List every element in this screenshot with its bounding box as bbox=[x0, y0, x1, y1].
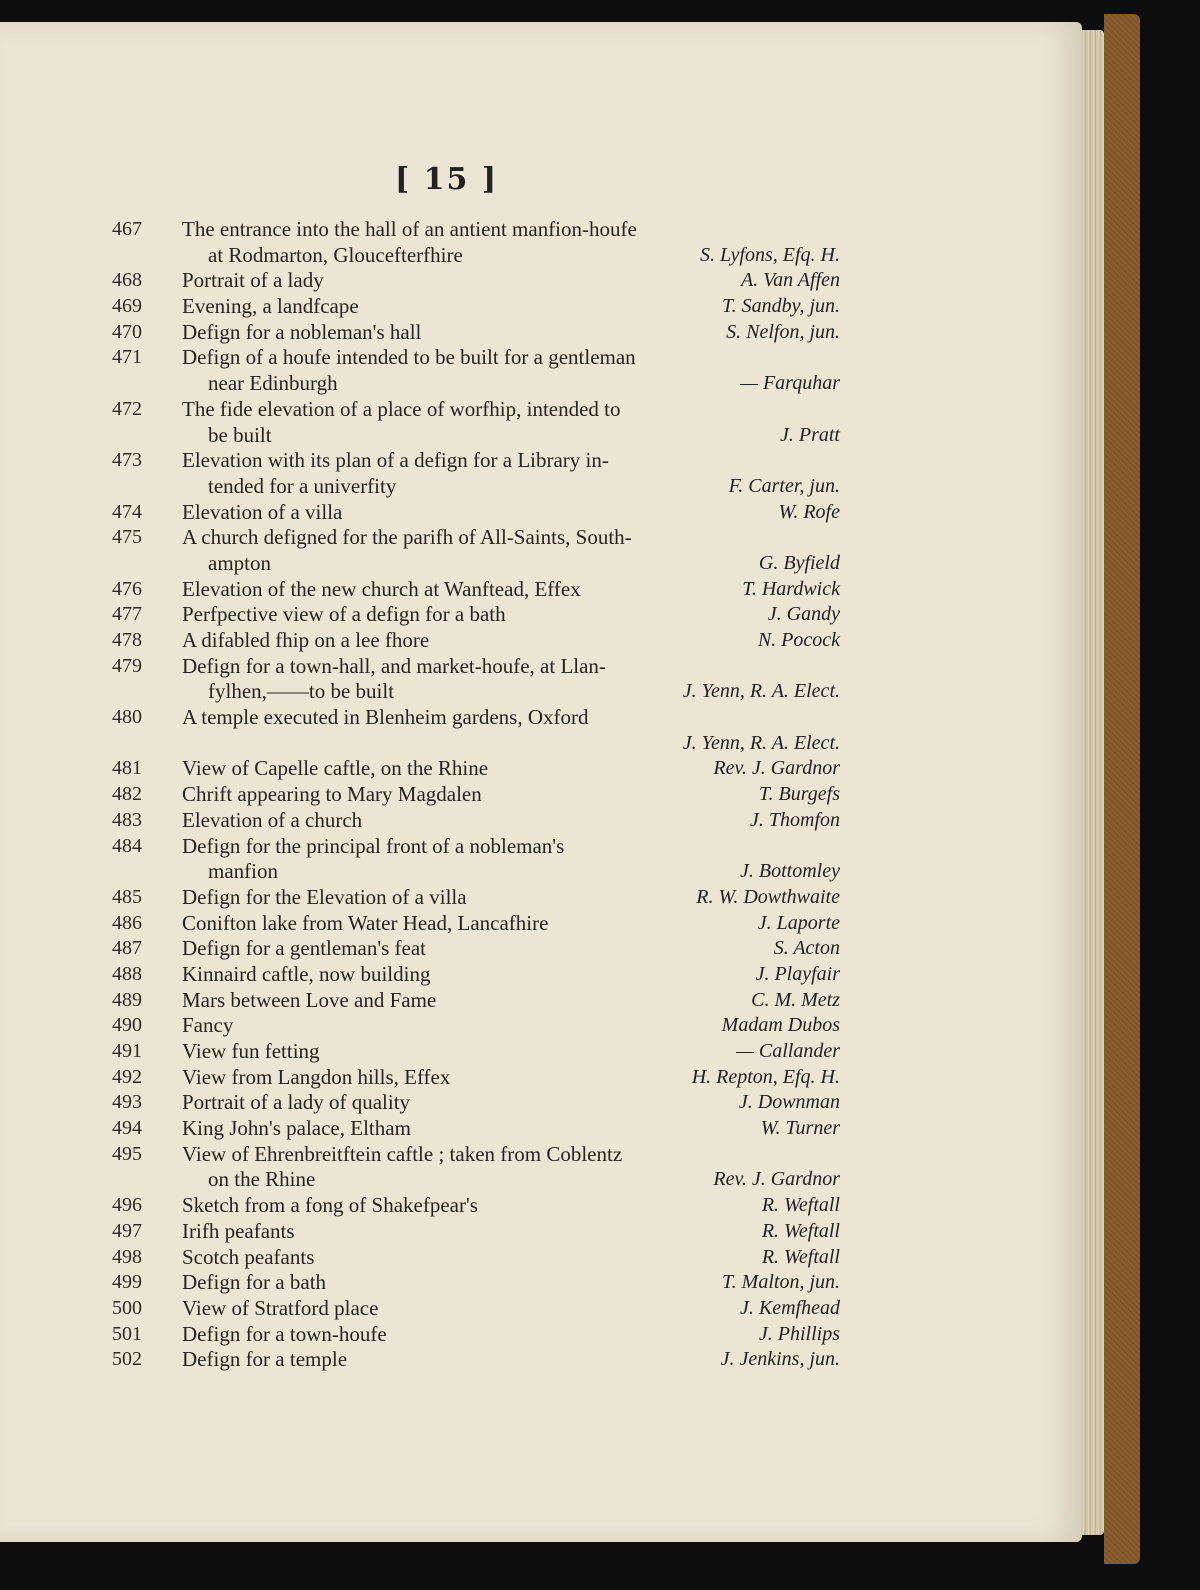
catalogue-line bbox=[0, 936, 1082, 962]
catalogue-line bbox=[0, 217, 1082, 243]
catalogue-line bbox=[0, 1065, 1082, 1091]
entry-number: 486 bbox=[112, 911, 142, 934]
entry-title: Sketch from a fong of Shakefpear's bbox=[182, 1193, 478, 1218]
entry-artist: J. Thomfon bbox=[750, 808, 840, 831]
entry-artist: J. Yenn, R. A. Elect. bbox=[682, 731, 840, 754]
entry-number: 484 bbox=[112, 834, 142, 857]
entry-title: Conifton lake from Water Head, Lancafhire bbox=[182, 910, 549, 935]
catalogue-entries bbox=[0, 217, 1082, 1373]
entry-number: 491 bbox=[112, 1040, 142, 1062]
catalogue-line bbox=[0, 577, 1082, 603]
catalogue-line bbox=[0, 423, 1082, 449]
entry-number: 487 bbox=[112, 937, 142, 960]
entry-title: Defign for the principal front of a nobleman's bbox=[182, 833, 565, 858]
entry-title: View of Ehrenbreitftein caftle ; taken from Coblentz bbox=[182, 1141, 623, 1166]
entry-title: A difabled fhip on a lee fhore bbox=[182, 628, 430, 652]
catalogue-line bbox=[0, 1142, 1082, 1168]
entry-title: Perfpective view of a defign for a bath bbox=[182, 602, 506, 627]
catalogue-line bbox=[0, 1296, 1082, 1322]
entry-title: Fancy bbox=[182, 1013, 234, 1038]
catalogue-line bbox=[0, 834, 1082, 860]
entry-artist: J. Pratt bbox=[780, 423, 840, 446]
entry-title: Defign of a houfe intended to be built for a gentleman bbox=[182, 345, 636, 370]
entry-title: Defign for a town-hall, and market-houfe, at Llan- bbox=[182, 653, 606, 678]
entry-artist: J. Gandy bbox=[767, 603, 840, 626]
entry-artist: J. Downman bbox=[738, 1091, 840, 1114]
entry-number: 478 bbox=[112, 629, 142, 651]
entry-number: 482 bbox=[112, 783, 142, 806]
book-page bbox=[0, 22, 1082, 1542]
catalogue-line bbox=[0, 885, 1082, 911]
entry-number: 488 bbox=[112, 962, 142, 985]
entry-artist: Rev. J. Gardnor bbox=[713, 1168, 840, 1191]
entry-number: 473 bbox=[112, 449, 142, 472]
entry-artist: W. Turner bbox=[760, 1117, 840, 1140]
catalogue-line bbox=[0, 782, 1082, 808]
catalogue-line bbox=[0, 294, 1082, 320]
entry-number: 485 bbox=[112, 885, 142, 908]
entry-artist: S. Nelfon, jun. bbox=[726, 320, 840, 343]
entry-title: Irifh peafants bbox=[182, 1218, 295, 1243]
entry-artist: Madam Dubos bbox=[721, 1014, 840, 1037]
catalogue-line bbox=[0, 1013, 1082, 1039]
entry-title: Portrait of a lady bbox=[182, 268, 324, 293]
entry-title: Defign for a town-houfe bbox=[182, 1321, 387, 1346]
entry-number: 474 bbox=[112, 500, 142, 523]
entry-number: 501 bbox=[112, 1322, 142, 1345]
entry-artist: J. Yenn, R. A. Elect. bbox=[682, 680, 840, 703]
entry-artist: T. Malton, jun. bbox=[722, 1271, 840, 1294]
entry-number: 471 bbox=[112, 346, 142, 369]
entry-number: 475 bbox=[112, 526, 142, 549]
catalogue-line bbox=[0, 448, 1082, 474]
entry-title: Defign for the Elevation of a villa bbox=[182, 884, 467, 909]
catalogue-line bbox=[0, 500, 1082, 526]
catalogue-line bbox=[0, 988, 1082, 1014]
entry-number: 490 bbox=[112, 1014, 142, 1037]
catalogue-line bbox=[0, 1193, 1082, 1219]
entry-number: 499 bbox=[112, 1271, 142, 1294]
entry-artist: — Callander bbox=[736, 1040, 840, 1062]
entry-title: Evening, a landfcape bbox=[182, 294, 359, 319]
catalogue-line bbox=[0, 268, 1082, 294]
entry-artist: J. Laporte bbox=[757, 911, 840, 934]
entry-artist: — Farquhar bbox=[740, 372, 840, 395]
entry-title: Elevation with its plan of a defign for a Library in- bbox=[182, 448, 609, 473]
catalogue-line bbox=[0, 808, 1082, 834]
entry-artist: W. Rofe bbox=[778, 500, 840, 523]
entry-title: Elevation of a church bbox=[182, 807, 363, 832]
entry-title: Kinnaird caftle, now building bbox=[182, 961, 431, 986]
entry-title: Elevation of a villa bbox=[182, 499, 343, 524]
entry-number: 492 bbox=[112, 1065, 142, 1088]
entry-artist: T. Hardwick bbox=[742, 577, 840, 600]
catalogue-line bbox=[0, 705, 1082, 731]
entry-title: Scotch peafants bbox=[182, 1244, 315, 1269]
entry-number: 496 bbox=[112, 1194, 142, 1217]
book-cover-edge bbox=[1104, 14, 1140, 1564]
entry-number: 472 bbox=[112, 397, 142, 420]
entry-artist: J. Phillips bbox=[758, 1322, 840, 1345]
catalogue-line bbox=[0, 397, 1082, 423]
entry-artist: R. Weftall bbox=[761, 1245, 840, 1268]
catalogue-line bbox=[0, 551, 1082, 577]
entry-artist: H. Repton, Efq. H. bbox=[691, 1065, 840, 1088]
catalogue-line bbox=[0, 654, 1082, 680]
entry-title: Defign for a temple bbox=[182, 1347, 348, 1372]
catalogue-line bbox=[0, 320, 1082, 346]
entry-number: 502 bbox=[112, 1348, 142, 1371]
entry-artist: J. Bottomley bbox=[740, 860, 840, 883]
entry-artist: C. M. Metz bbox=[751, 988, 840, 1011]
catalogue-line bbox=[0, 371, 1082, 397]
catalogue-line bbox=[0, 1270, 1082, 1296]
entry-artist: J. Jenkins, jun. bbox=[720, 1348, 840, 1371]
entry-title: ampton bbox=[208, 550, 271, 575]
entry-artist: T. Burgefs bbox=[758, 783, 840, 806]
entry-title: Mars between Love and Fame bbox=[182, 987, 437, 1012]
entry-number: 489 bbox=[112, 988, 142, 1011]
catalogue-line bbox=[0, 1347, 1082, 1373]
entry-number: 468 bbox=[112, 269, 142, 292]
catalogue-line bbox=[0, 859, 1082, 885]
entry-title: Defign for a bath bbox=[182, 1270, 327, 1295]
entry-artist: Rev. J. Gardnor bbox=[713, 757, 840, 780]
entry-number: 495 bbox=[112, 1142, 142, 1165]
entry-artist: A. Van Affen bbox=[740, 269, 840, 292]
entry-title: View from Langdon hills, Effex bbox=[182, 1064, 451, 1089]
catalogue-line bbox=[0, 962, 1082, 988]
entry-number: 480 bbox=[112, 706, 142, 729]
catalogue-line bbox=[0, 525, 1082, 551]
entry-title: be built bbox=[208, 422, 272, 447]
entry-title: manfion bbox=[208, 859, 278, 884]
catalogue-line bbox=[0, 474, 1082, 500]
entry-number: 469 bbox=[112, 295, 142, 318]
entry-title: tended for a univerfity bbox=[208, 473, 397, 498]
entry-number: 476 bbox=[112, 577, 142, 600]
entry-artist: J. Playfair bbox=[755, 962, 840, 985]
entry-artist: J. Kemfhead bbox=[740, 1296, 840, 1319]
catalogue-line bbox=[0, 679, 1082, 705]
entry-artist: F. Carter, jun. bbox=[728, 474, 840, 497]
entry-number: 494 bbox=[112, 1117, 142, 1140]
entry-number: 470 bbox=[112, 320, 142, 343]
entry-artist: G. Byfield bbox=[758, 551, 840, 574]
catalogue-line bbox=[0, 345, 1082, 371]
entry-title: fylhen,——to be built bbox=[208, 679, 395, 704]
entry-number: 497 bbox=[112, 1219, 142, 1242]
entry-title: View of Stratford place bbox=[182, 1295, 379, 1320]
entry-title: View fun fetting bbox=[182, 1039, 320, 1063]
entry-title: View of Capelle caftle, on the Rhine bbox=[182, 756, 489, 781]
entry-title: Elevation of the new church at Wanftead, Effex bbox=[182, 576, 581, 601]
catalogue-line bbox=[0, 1245, 1082, 1271]
entry-number: 467 bbox=[112, 218, 142, 240]
entry-title: The entrance into the hall of an antient manfion-houfe bbox=[182, 217, 637, 241]
catalogue-line bbox=[0, 731, 1082, 757]
catalogue-line bbox=[0, 628, 1082, 654]
entry-title: A church defigned for the parifh of All-Saints, South- bbox=[182, 525, 632, 550]
catalogue-line bbox=[0, 1039, 1082, 1065]
catalogue-line bbox=[0, 1090, 1082, 1116]
entry-artist: R. Weftall bbox=[761, 1194, 840, 1217]
entry-artist: S. Lyfons, Efq. H. bbox=[700, 243, 840, 266]
entry-artist: R. W. Dowthwaite bbox=[696, 885, 840, 908]
page-header: [ 15 ] bbox=[395, 162, 499, 197]
catalogue-line bbox=[0, 1322, 1082, 1348]
entry-number: 479 bbox=[112, 654, 142, 677]
entry-number: 481 bbox=[112, 757, 142, 780]
catalogue-line bbox=[0, 911, 1082, 937]
entry-number: 483 bbox=[112, 808, 142, 831]
catalogue-line bbox=[0, 1116, 1082, 1142]
entry-number: 498 bbox=[112, 1245, 142, 1268]
entry-title: Defign for a nobleman's hall bbox=[182, 319, 422, 344]
entry-number: 477 bbox=[112, 603, 142, 626]
entry-title: A temple executed in Blenheim gardens, Oxford bbox=[182, 705, 589, 730]
entry-artist: T. Sandby, jun. bbox=[722, 295, 840, 318]
entry-title: The fide elevation of a place of worfhip, intended to bbox=[182, 396, 621, 421]
entry-artist: R. Weftall bbox=[761, 1219, 840, 1242]
entry-title: Defign for a gentleman's feat bbox=[182, 936, 427, 961]
catalogue-line bbox=[0, 1167, 1082, 1193]
entry-number: 500 bbox=[112, 1296, 142, 1319]
entry-artist: N. Pocock bbox=[757, 629, 840, 651]
page-edges bbox=[1082, 30, 1104, 1535]
catalogue-line bbox=[0, 1219, 1082, 1245]
entry-title: Portrait of a lady of quality bbox=[182, 1090, 411, 1115]
entry-number: 493 bbox=[112, 1091, 142, 1114]
entry-title: near Edinburgh bbox=[208, 371, 338, 396]
entry-artist: S. Acton bbox=[773, 937, 840, 960]
entry-title: King John's palace, Eltham bbox=[182, 1116, 411, 1141]
entry-title: at Rodmarton, Gloucefterfhire bbox=[208, 242, 463, 267]
entry-title: Chrift appearing to Mary Magdalen bbox=[182, 782, 482, 807]
catalogue-line bbox=[0, 243, 1082, 269]
entry-title: on the Rhine bbox=[208, 1167, 316, 1192]
catalogue-line bbox=[0, 602, 1082, 628]
catalogue-line bbox=[0, 756, 1082, 782]
